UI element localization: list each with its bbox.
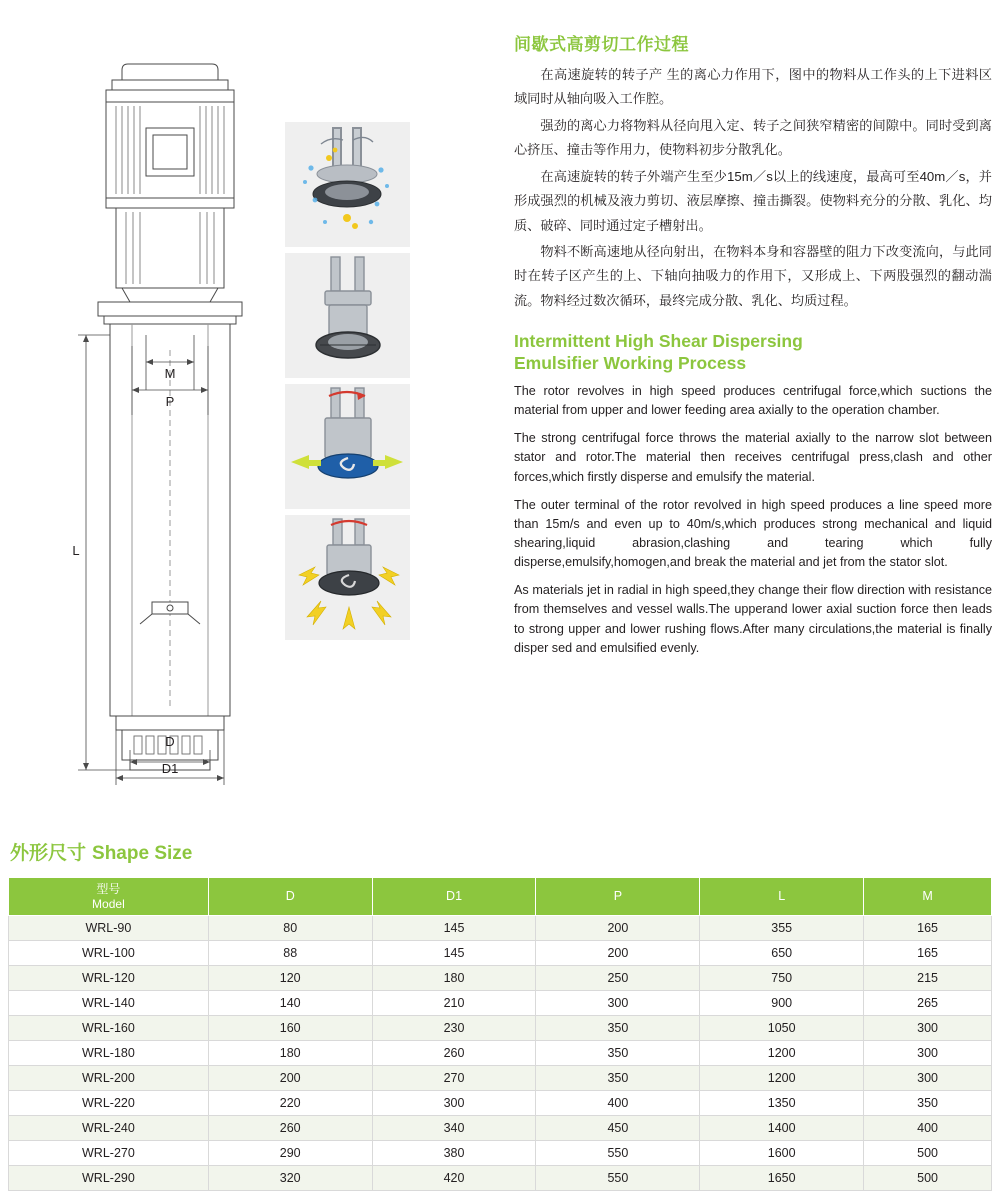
- cell-p: 250: [536, 966, 700, 991]
- cell-l: 1650: [700, 1166, 864, 1191]
- chinese-heading: 间歇式高剪切工作过程: [514, 35, 689, 54]
- cell-d: 180: [208, 1041, 372, 1066]
- cell-m: 300: [864, 1066, 992, 1091]
- cell-model: WRL-100: [9, 941, 209, 966]
- shape-size-title-cn: 外形尺寸: [10, 843, 87, 864]
- photo-rotor-jet-arrows: [285, 515, 410, 640]
- col-header-p: P: [536, 878, 700, 916]
- cell-p: 200: [536, 941, 700, 966]
- cell-l: 650: [700, 941, 864, 966]
- cell-p: 350: [536, 1066, 700, 1091]
- cell-l: 1050: [700, 1016, 864, 1041]
- cell-p: 350: [536, 1016, 700, 1041]
- english-paragraph-1: The rotor revolves in high speed produces centrifugal force,which suctions the material from upper and lower feeding area axially to the operation chamber.: [514, 383, 992, 418]
- cell-d: 290: [208, 1141, 372, 1166]
- cell-m: 350: [864, 1091, 992, 1116]
- cell-d: 320: [208, 1166, 372, 1191]
- description-column: [514, 30, 992, 667]
- cell-p: 300: [536, 991, 700, 1016]
- cell-l: 355: [700, 916, 864, 941]
- shape-size-title: [10, 838, 992, 865]
- table-row: [9, 916, 992, 941]
- english-heading: [514, 331, 992, 375]
- machine-technical-drawing: [60, 50, 290, 790]
- table-row: [9, 1116, 992, 1141]
- photo-rotor-stator-spray: [285, 122, 410, 247]
- shape-size-section: [8, 838, 992, 1191]
- cell-d: 220: [208, 1091, 372, 1116]
- cell-d: 120: [208, 966, 372, 991]
- english-paragraph-4: As materials jet in radial in high speed,they change their flow direction with resistance from themselves and vessel walls.The upperand lower axial suction force then leads to strong upper and lower rushing flows.After many circulations,the material is finally disper sed and emulsified evenly.: [514, 583, 992, 655]
- cell-d1: 180: [372, 966, 536, 991]
- cell-l: 1600: [700, 1141, 864, 1166]
- cell-d1: 145: [372, 916, 536, 941]
- cell-l: 1200: [700, 1041, 864, 1066]
- dimension-label-d1: D1: [161, 761, 179, 776]
- cell-p: 350: [536, 1041, 700, 1066]
- cell-model: WRL-140: [9, 991, 209, 1016]
- cell-m: 500: [864, 1166, 992, 1191]
- dimension-label-d: D: [165, 734, 175, 749]
- cell-model: WRL-180: [9, 1041, 209, 1066]
- cell-m: 265: [864, 991, 992, 1016]
- cell-p: 550: [536, 1141, 700, 1166]
- cell-model: WRL-270: [9, 1141, 209, 1166]
- cell-d1: 210: [372, 991, 536, 1016]
- cell-d1: 145: [372, 941, 536, 966]
- col-header-model-cn: 型号: [96, 881, 121, 896]
- table-body: [9, 916, 992, 1191]
- table-row: [9, 1141, 992, 1166]
- cell-d1: 260: [372, 1041, 536, 1066]
- cell-d: 140: [208, 991, 372, 1016]
- cell-d: 88: [208, 941, 372, 966]
- cell-d: 80: [208, 916, 372, 941]
- chinese-paragraph-1: 在高速旋转的转子产 生的离心力作用下，图中的物料从工作头的上下进料区域同时从轴向吸入工作腔。: [514, 67, 992, 107]
- cell-d1: 230: [372, 1016, 536, 1041]
- cell-model: WRL-120: [9, 966, 209, 991]
- english-heading-line1: Intermittent High Shear Dispersing: [514, 331, 803, 352]
- cell-p: 450: [536, 1116, 700, 1141]
- table-row: [9, 991, 992, 1016]
- cell-p: 550: [536, 1166, 700, 1191]
- process-photo-strip: [285, 122, 410, 646]
- cell-m: 165: [864, 941, 992, 966]
- cell-model: WRL-240: [9, 1116, 209, 1141]
- cell-d: 160: [208, 1016, 372, 1041]
- col-header-model: [9, 878, 209, 916]
- table-header: [9, 878, 992, 916]
- cell-model: WRL-220: [9, 1091, 209, 1116]
- table-row: [9, 1166, 992, 1191]
- shape-size-title-en: Shape Size: [92, 843, 193, 864]
- dimension-label-l: L: [72, 543, 80, 558]
- cell-p: 400: [536, 1091, 700, 1116]
- english-paragraph-3: The outer terminal of the rotor revolved in high speed produces a line speed more than 15m/s and even up to 40m/s,which produces strong mechanical and liquid shearing,liquid abrasion,clashing and tearing which fully disperse,emulsify,homogen,and break the material and jet from the stator slot.: [514, 497, 992, 570]
- col-header-d1: D1: [372, 878, 536, 916]
- col-header-m: M: [864, 878, 992, 916]
- cell-d1: 300: [372, 1091, 536, 1116]
- table-row: [9, 941, 992, 966]
- cell-m: 300: [864, 1041, 992, 1066]
- english-paragraph-2: The strong centrifugal force throws the material axially to the narrow slot between stator and rotor.The material then receives centrifugal press,clash and other forces,which firstly disperse and emulsify the material.: [514, 431, 992, 484]
- cell-l: 900: [700, 991, 864, 1016]
- dimension-label-p: P: [165, 394, 175, 409]
- photo-rotor-flow-arrows: [285, 384, 410, 509]
- cell-m: 165: [864, 916, 992, 941]
- col-header-l: L: [700, 878, 864, 916]
- table-row: [9, 966, 992, 991]
- cell-d: 260: [208, 1116, 372, 1141]
- table-row: [9, 1066, 992, 1091]
- cell-d1: 380: [372, 1141, 536, 1166]
- cell-d1: 270: [372, 1066, 536, 1091]
- cell-l: 1400: [700, 1116, 864, 1141]
- cell-d: 200: [208, 1066, 372, 1091]
- diagram-column: [0, 0, 508, 800]
- cell-p: 200: [536, 916, 700, 941]
- cell-l: 1200: [700, 1066, 864, 1091]
- cell-model: WRL-160: [9, 1016, 209, 1041]
- table-row: [9, 1091, 992, 1116]
- table-header-row: [9, 878, 992, 916]
- col-header-d: D: [208, 878, 372, 916]
- cell-d1: 340: [372, 1116, 536, 1141]
- shape-size-table: [8, 877, 992, 1191]
- cell-l: 750: [700, 966, 864, 991]
- cell-d1: 420: [372, 1166, 536, 1191]
- table-row: [9, 1041, 992, 1066]
- dimension-label-m: M: [164, 366, 176, 381]
- chinese-paragraph-3: 在高速旋转的转子外端产生至少15m／s以上的线速度，最高可至40m／s，并形成强烈的机械及液力剪切、液层摩擦、撞击撕裂。使物料充分的分散、乳化、均质、破碎、同时通过定子槽射出。: [514, 168, 992, 233]
- english-heading-line2: Emulsifier Working Process: [514, 353, 747, 374]
- chinese-paragraph-4: 物料不断高速地从径向射出，在物料本身和容器壁的阻力下改变流向，与此同时在转子区产生的上、下轴向抽吸力的作用下，又形成上、下两股强烈的翻动湍流。物料经过数次循环，最终完成分散、乳化、均质过程。: [514, 243, 992, 308]
- cell-l: 1350: [700, 1091, 864, 1116]
- table-row: [9, 1016, 992, 1041]
- cell-m: 500: [864, 1141, 992, 1166]
- cell-m: 400: [864, 1116, 992, 1141]
- cell-model: WRL-290: [9, 1166, 209, 1191]
- cell-m: 215: [864, 966, 992, 991]
- chinese-paragraph-2: 强劲的离心力将物料从径向甩入定、转子之间狭窄精密的间隙中。同时受到离心挤压、撞击等作用力，使物料初步分散乳化。: [514, 117, 992, 158]
- photo-rotor-stator-assembly: [285, 253, 410, 378]
- col-header-model-en: Model: [92, 896, 125, 911]
- cell-model: WRL-90: [9, 916, 209, 941]
- cell-m: 300: [864, 1016, 992, 1041]
- cell-model: WRL-200: [9, 1066, 209, 1091]
